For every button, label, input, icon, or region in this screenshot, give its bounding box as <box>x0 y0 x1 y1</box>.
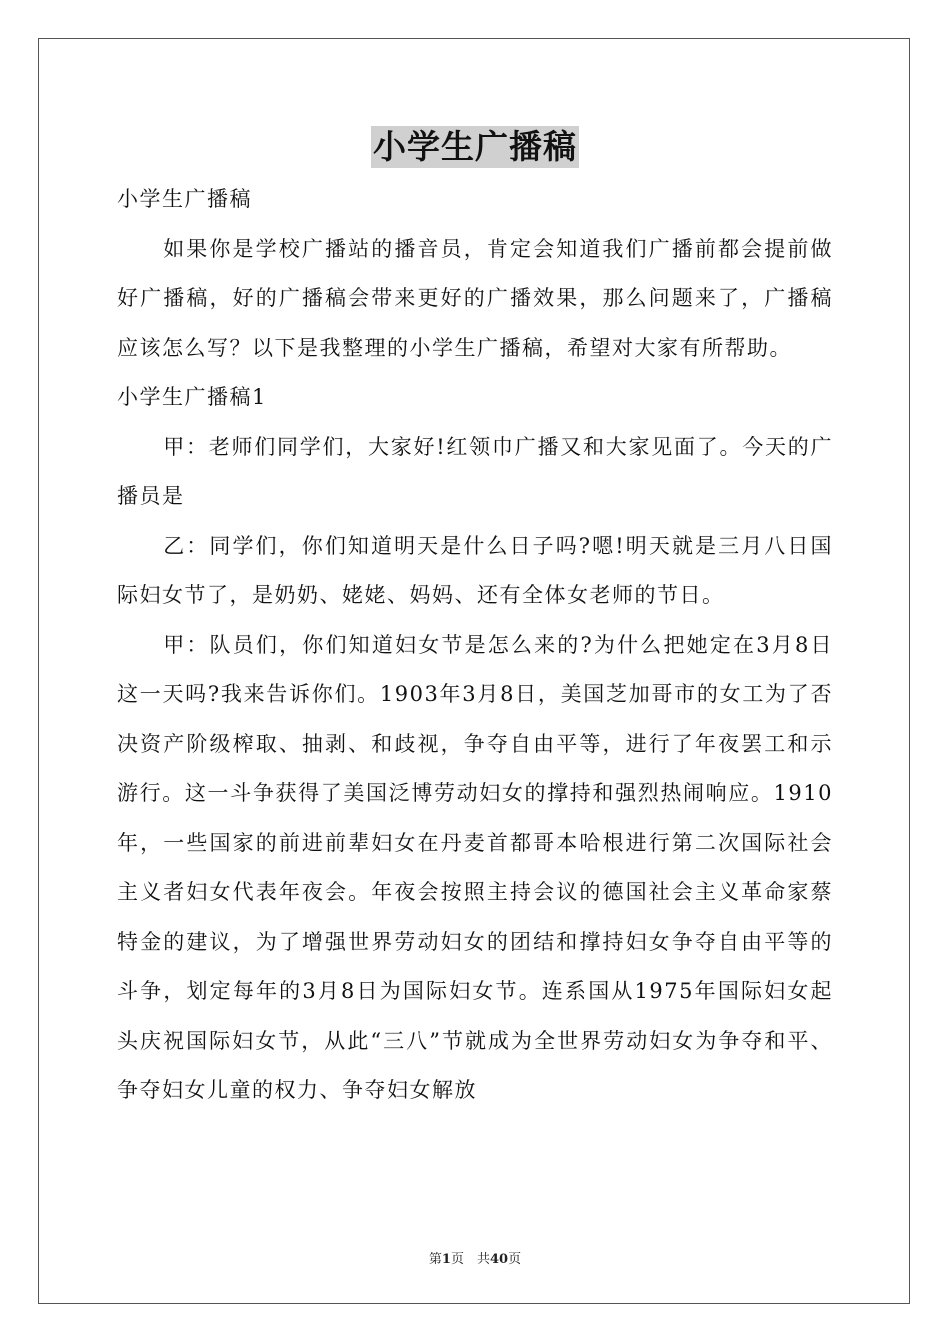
page-suffix: 页 <box>508 1252 522 1267</box>
document-body <box>117 175 833 1116</box>
section-heading: 小学生广播稿 <box>117 187 252 211</box>
body-paragraph: 甲：老师们同学们，大家好!红领巾广播又和大家见面了。今天的广播员是 <box>117 434 833 508</box>
body-paragraph: 甲：队员们，你们知道妇女节是怎么来的?为什么把她定在3月8日这一天吗?我来告诉你们。1903年3月8日，美国芝加哥市的女工为了否决资产阶级榨取、抽剥、和歧视，争夺自由平等，进行了年夜罢工和示游行。这一斗争获得了美国泛博劳动妇女的撑持和强烈热闹响应。1910年，一些国家的前进前辈妇女在丹麦首都哥本哈根进行第二次国际社会主义者妇女代表年夜会。年夜会按照主持会议的德国社会主义革命家蔡特金的建议，为了增强世界劳动妇女的团结和撑持妇女争夺自由平等的斗争，划定每年的3月8日为国际妇女节。连系国从1975年国际妇女起头庆祝国际妇女节，从此“三八”节就成为全世界劳动妇女为争夺和平、争夺妇女儿童的权力、争夺妇女解放 <box>117 632 833 1102</box>
section-heading-1: 小学生广播稿1 <box>117 385 267 409</box>
title-container <box>0 126 950 168</box>
body-paragraph: 乙：同学们，你们知道明天是什么日子吗?嗯!明天就是三月八日国际妇女节了，是奶奶、姥姥、妈妈、还有全体女老师的节日。 <box>117 533 833 607</box>
document-title: 小学生广播稿 <box>373 127 577 166</box>
page-prefix: 第 <box>428 1252 442 1267</box>
page-mid: 页 共 <box>450 1252 490 1267</box>
page-total: 40 <box>489 1252 509 1267</box>
page-footer <box>0 1248 950 1267</box>
page-current: 1 <box>441 1252 451 1267</box>
intro-paragraph: 如果你是学校广播站的播音员，肯定会知道我们广播前都会提前做好广播稿，好的广播稿会带来更好的广播效果，那么问题来了，广播稿应该怎么写？以下是我整理的小学生广播稿，希望对大家有所帮助。 <box>117 236 833 360</box>
